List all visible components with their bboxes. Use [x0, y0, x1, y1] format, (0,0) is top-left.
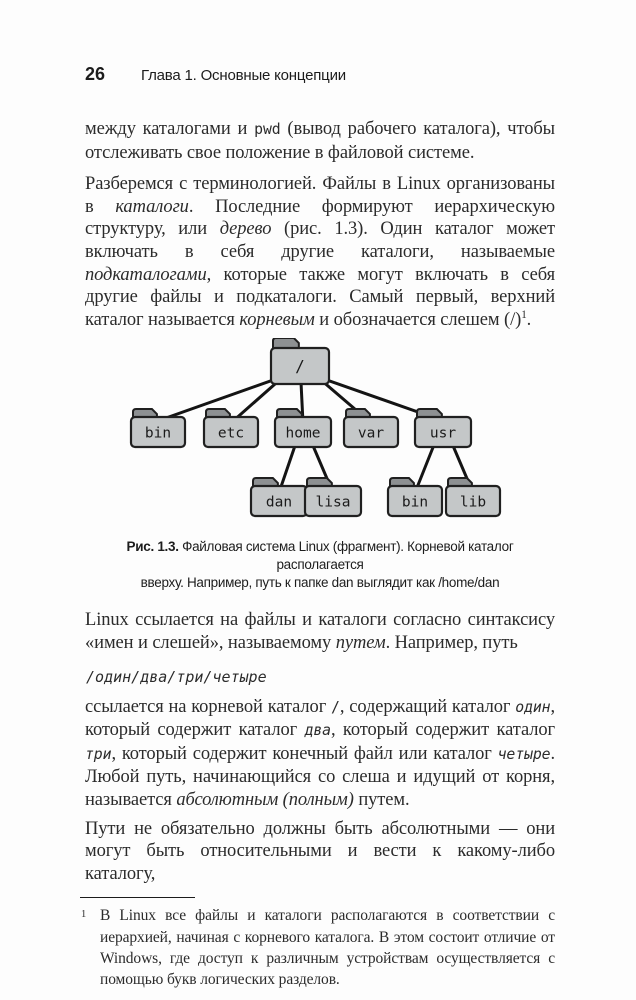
folder-lib [446, 478, 500, 516]
text: Разберемся с терминологией. Файлы в Linux организованы в [85, 174, 555, 217]
footnote-marker: 1 [81, 909, 87, 921]
footnote-text: В Linux все файлы и каталоги располагаются в соответствии с иерархией, начиная с корневого каталога. В этом состоит отличие от Windows, где доступ к различным устройствам осуществляется с помощью букв логических разделов. [100, 907, 555, 989]
paragraph-4 [85, 696, 555, 812]
text-i: каталоги [115, 196, 189, 217]
paragraph-1 [85, 118, 555, 164]
text: , который содержит каталог [330, 720, 555, 741]
caption-line [85, 574, 555, 592]
text: , который содержит каталог [85, 696, 555, 741]
folder-label: / [295, 356, 305, 376]
paragraph-5 [85, 818, 555, 886]
filesystem-tree-diagram [90, 338, 550, 528]
text-code: / [331, 698, 340, 716]
code-path-example: /один/два/три/четыре [86, 667, 267, 686]
tree-edge [281, 442, 296, 487]
text-i: корневым [239, 309, 315, 330]
footnote-area [81, 897, 555, 990]
figure-caption [85, 538, 555, 592]
text: Linux ссылается на файлы и каталоги согласно синтаксису «имен и слешей», называемому [85, 610, 555, 653]
text: и обозначается слешем (/) [314, 309, 522, 330]
text-sup: 1 [521, 308, 527, 321]
page-header [85, 64, 555, 85]
text-i: подкаталогами [85, 264, 207, 285]
folder-etc [204, 409, 258, 447]
folder-label: lib [459, 494, 487, 511]
text-code: pwd [254, 121, 281, 138]
text: между каталогами и [85, 119, 255, 139]
text-codei: один [515, 698, 551, 716]
footnote-rule [80, 897, 195, 898]
folder-root [271, 338, 329, 384]
text: . Последние формируют иерархическую структуру, или [85, 196, 555, 240]
text: . [526, 309, 532, 330]
text: , содержащий каталог [339, 696, 516, 717]
folder-lisa [305, 478, 361, 516]
text-codei: три [85, 745, 112, 763]
text: ссылается на корневой каталог [85, 696, 332, 717]
paragraph-2 [85, 173, 555, 331]
folder-label: home [285, 425, 321, 442]
text: . Любой путь, начинающийся со слеша и идущий от корня, называется [85, 743, 555, 810]
text: вверху. Например, путь к папке dan выглядит как /home/dan [140, 575, 500, 591]
folder-label: dan [265, 494, 293, 511]
text: , который содержит конечный файл или каталог [111, 743, 498, 764]
folder-label: bin [401, 494, 429, 511]
folder-bin2 [388, 478, 442, 516]
text-i: путем [335, 632, 386, 653]
folder-label: bin [144, 425, 172, 442]
tree-edge [417, 442, 435, 487]
text-i: дерево [219, 219, 272, 240]
folder-usr [415, 409, 471, 447]
text-codei: два [304, 722, 331, 740]
text: (рис. 1.3). Один каталог может включать в себя другие каталоги, называемые [85, 219, 555, 262]
text-b: Рис. 1.3. [126, 539, 179, 555]
text: , которые также могут включать в себя другие файлы и подкаталоги. Самый первый, верхний каталог называется [85, 264, 555, 330]
footnote [81, 905, 555, 990]
folder-label: usr [429, 425, 457, 442]
paragraph-3 [85, 609, 555, 654]
figure-1-3 [85, 338, 555, 592]
text: Файловая система Linux (фрагмент). Корневой каталог располагается [178, 539, 514, 573]
text: путем. [353, 789, 410, 810]
folder-dan [251, 478, 307, 516]
folder-label: var [357, 425, 385, 442]
text: . Например, путь [385, 632, 518, 653]
running-head-title: Глава 1. Основные концепции [141, 67, 346, 84]
caption-line [85, 538, 555, 574]
text-i: абсолютным (полным) [176, 789, 354, 810]
folder-var [344, 409, 398, 447]
text: Пути не обязательно должны быть абсолютными — они могут быть относительными и вести к какому-либо каталогу, [85, 818, 555, 884]
text: (вывод рабочего каталога), чтобы отслеживать свое положение в файловой системе. [85, 119, 555, 163]
folder-label: etc [217, 425, 245, 442]
folder-label: lisa [315, 494, 351, 511]
page-number: 26 [85, 64, 106, 84]
page-body [85, 118, 555, 885]
text-codei: четыре [497, 745, 551, 763]
